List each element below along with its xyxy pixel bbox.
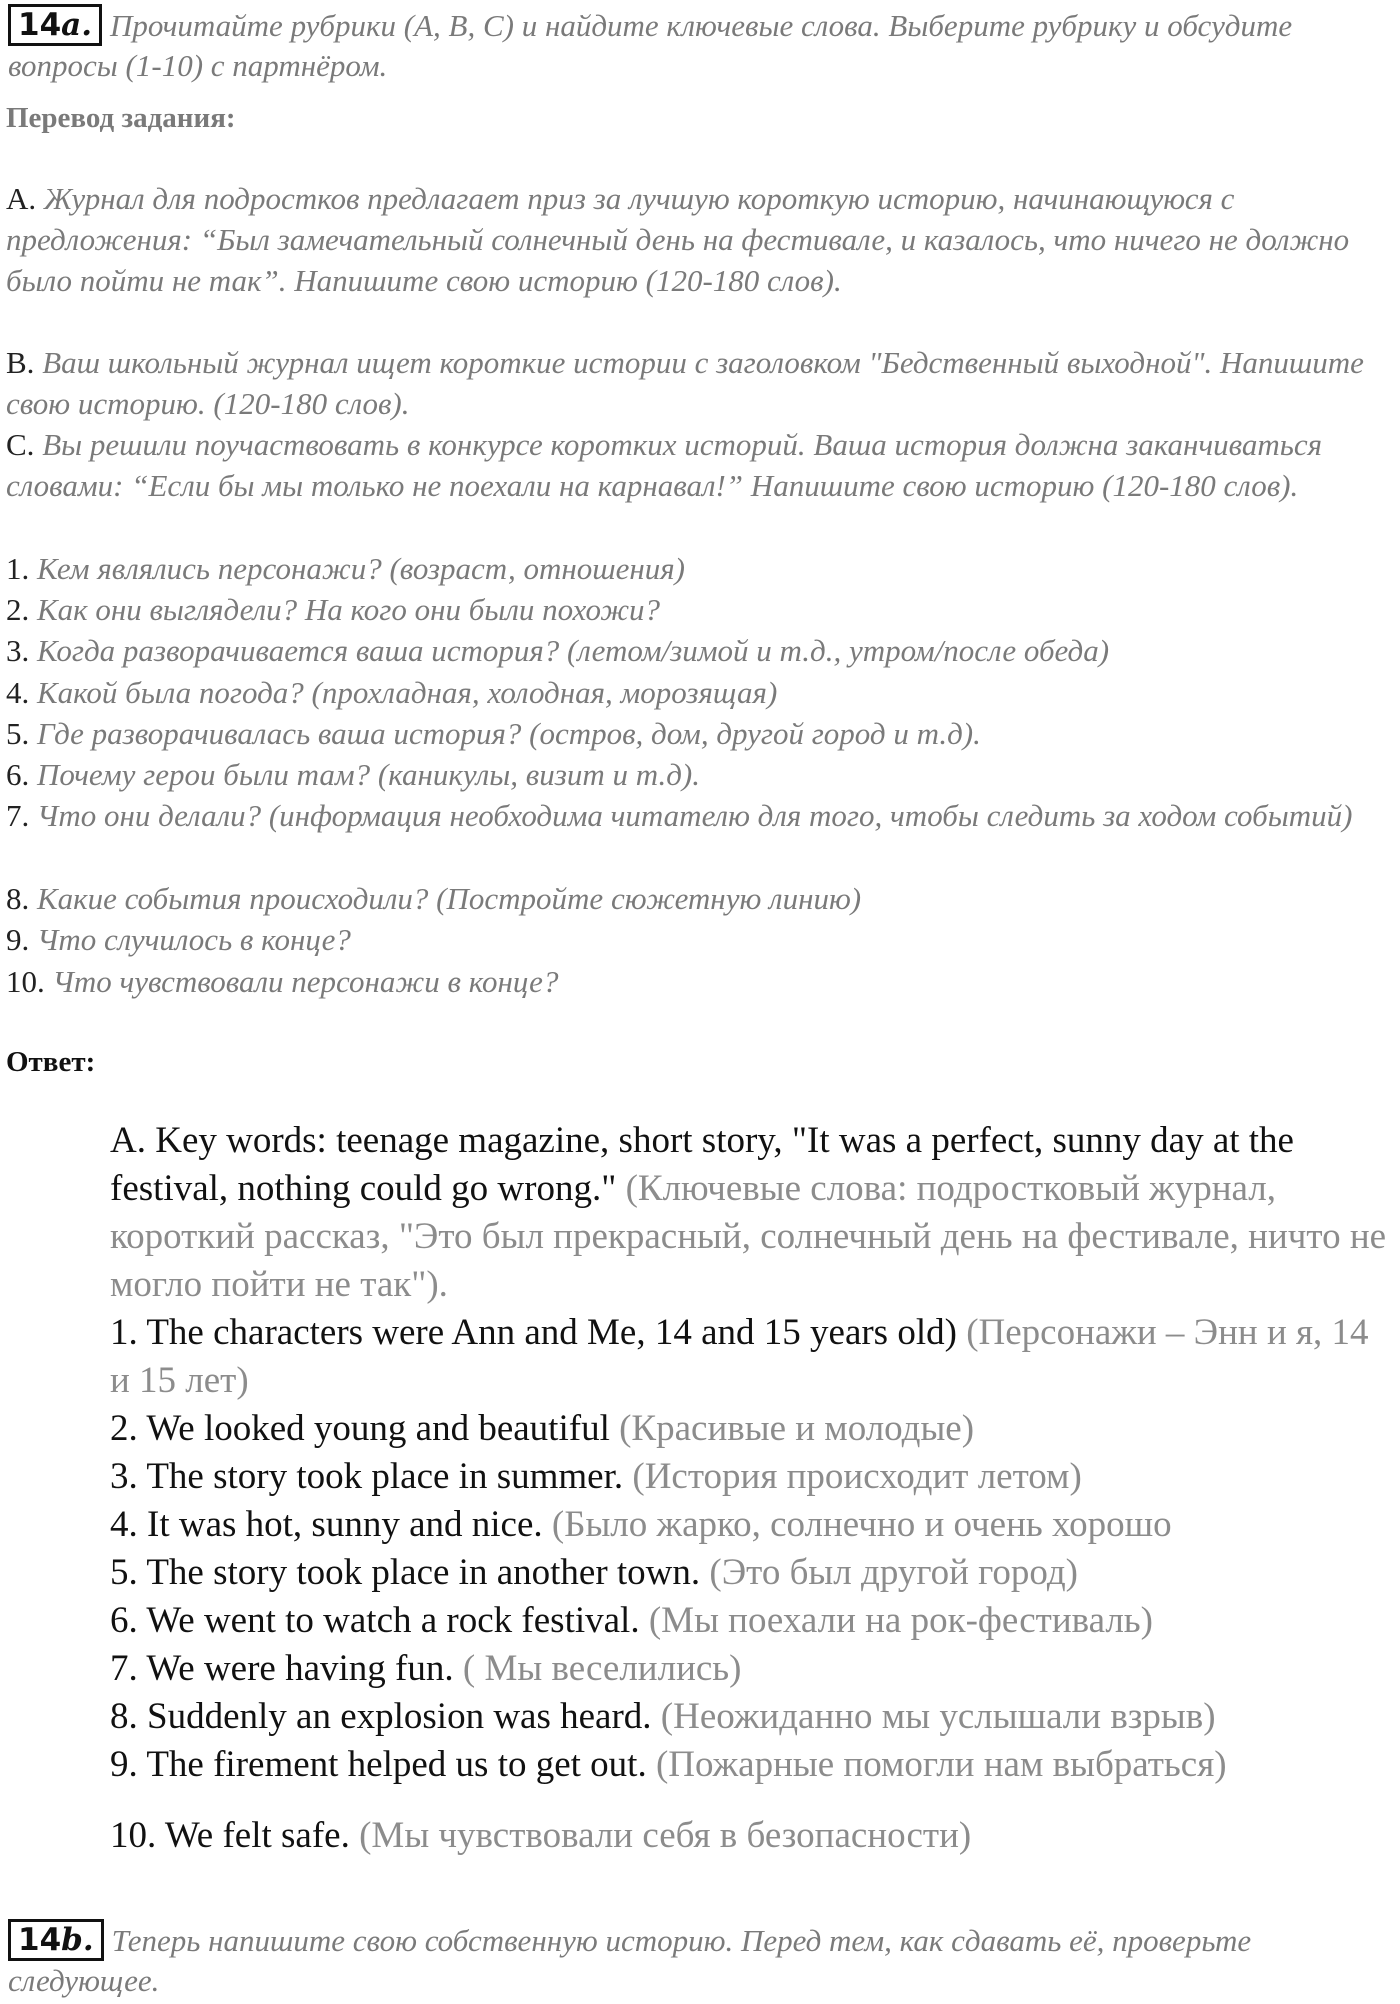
- question-item: 7. Что они делали? (информация необходима читателю для того, чтобы следить за ходом событий): [6, 798, 1353, 833]
- answer-item: 1. The characters were Ann and Me, 14 and 15 years old) (Персонажи – Энн и я, 14 и 15 лет): [110, 1312, 1369, 1401]
- task-14b-instruction: Теперь напишите свою собственную историю. Перед тем, как сдавать её, проверьте следующее.: [8, 1923, 1252, 1998]
- answer-item: 8. Suddenly an explosion was heard. (Неожиданно мы услышали взрыв): [110, 1696, 1216, 1737]
- answer-item: 5. The story took place in another town. (Это был другой город): [110, 1552, 1078, 1593]
- answer-item: 10. We felt safe. (Мы чувствовали себя в безопасности): [110, 1815, 972, 1856]
- rubric-a: A. Журнал для подростков предлагает приз за лучшую короткую историю, начинающуюся с предложения: “Был замечательный солнечный день на фестивале, и казалось, что ничего не должно было пойти не так”. Напишите свою историю (120-180 слов).: [6, 181, 1350, 298]
- task-14b-badge: 14b.: [8, 1919, 104, 1961]
- translation-heading: Перевод задания:: [6, 102, 236, 134]
- answer-key-words: A. Key words: teenage magazine, short story, "It was a perfect, sunny day at the festival, nothing could go wrong." (Ключевые слова: подростковый журнал, короткий рассказ, "Это был прекрасный, солнечный день на фестивале, ничто не могло пойти не так").: [110, 1120, 1387, 1305]
- answer-item: 6. We went to watch a rock festival. (Мы поехали на рок-фестиваль): [110, 1600, 1154, 1641]
- question-item: 10. Что чувствовали персонажи в конце?: [6, 964, 559, 999]
- question-item: 8. Какие события происходили? (Постройте сюжетную линию): [6, 881, 862, 916]
- answer-item: 7. We were having fun. ( Мы веселились): [110, 1648, 742, 1689]
- rubric-b: B. Ваш школьный журнал ищет короткие истории с заголовком "Бедственный выходной". Напишите свою историю. (120-180 слов).: [6, 345, 1364, 421]
- question-item: 3. Когда разворачивается ваша история? (летом/зимой и т.д., утром/после обеда): [6, 633, 1110, 668]
- question-item: 4. Какой была погода? (прохладная, холодная, морозящая): [6, 675, 778, 710]
- rubric-c: C. Вы решили поучаствовать в конкурсе коротких историй. Ваша история должна заканчиваться словами: “Если бы мы только не поехали на карнавал!” Напишите свою историю (120-180 слов).: [6, 427, 1323, 503]
- answer-item: 9. The firement helped us to get out. (Пожарные помогли нам выбраться): [110, 1744, 1227, 1785]
- task-14a-header: [8, 4, 1388, 86]
- answer-item: 4. It was hot, sunny and nice. (Было жарко, солнечно и очень хорошо: [110, 1504, 1172, 1545]
- question-item: 1. Кем являлись персонажи? (возраст, отношения): [6, 551, 685, 586]
- answer-item: 2. We looked young and beautiful (Красивые и молодые): [110, 1408, 975, 1449]
- question-item: 9. Что случилось в конце?: [6, 922, 351, 957]
- answer-heading: Ответ:: [6, 1046, 96, 1078]
- question-item: 2. Как они выглядели? На кого они были похожи?: [6, 592, 661, 627]
- task-14a-instruction: Прочитайте рубрики (A, B, C) и найдите ключевые слова. Выберите рубрику и обсудите вопросы (1-10) с партнёром.: [8, 8, 1293, 83]
- task-14a-badge: 14a.: [8, 4, 102, 46]
- answer-item: 3. The story took place in summer. (История происходит летом): [110, 1456, 1082, 1497]
- task-14b-header: [8, 1919, 1388, 2001]
- question-item: 6. Почему герои были там? (каникулы, визит и т.д).: [6, 757, 700, 792]
- question-item: 5. Где разворачивалась ваша история? (остров, дом, другой город и т.д).: [6, 716, 981, 751]
